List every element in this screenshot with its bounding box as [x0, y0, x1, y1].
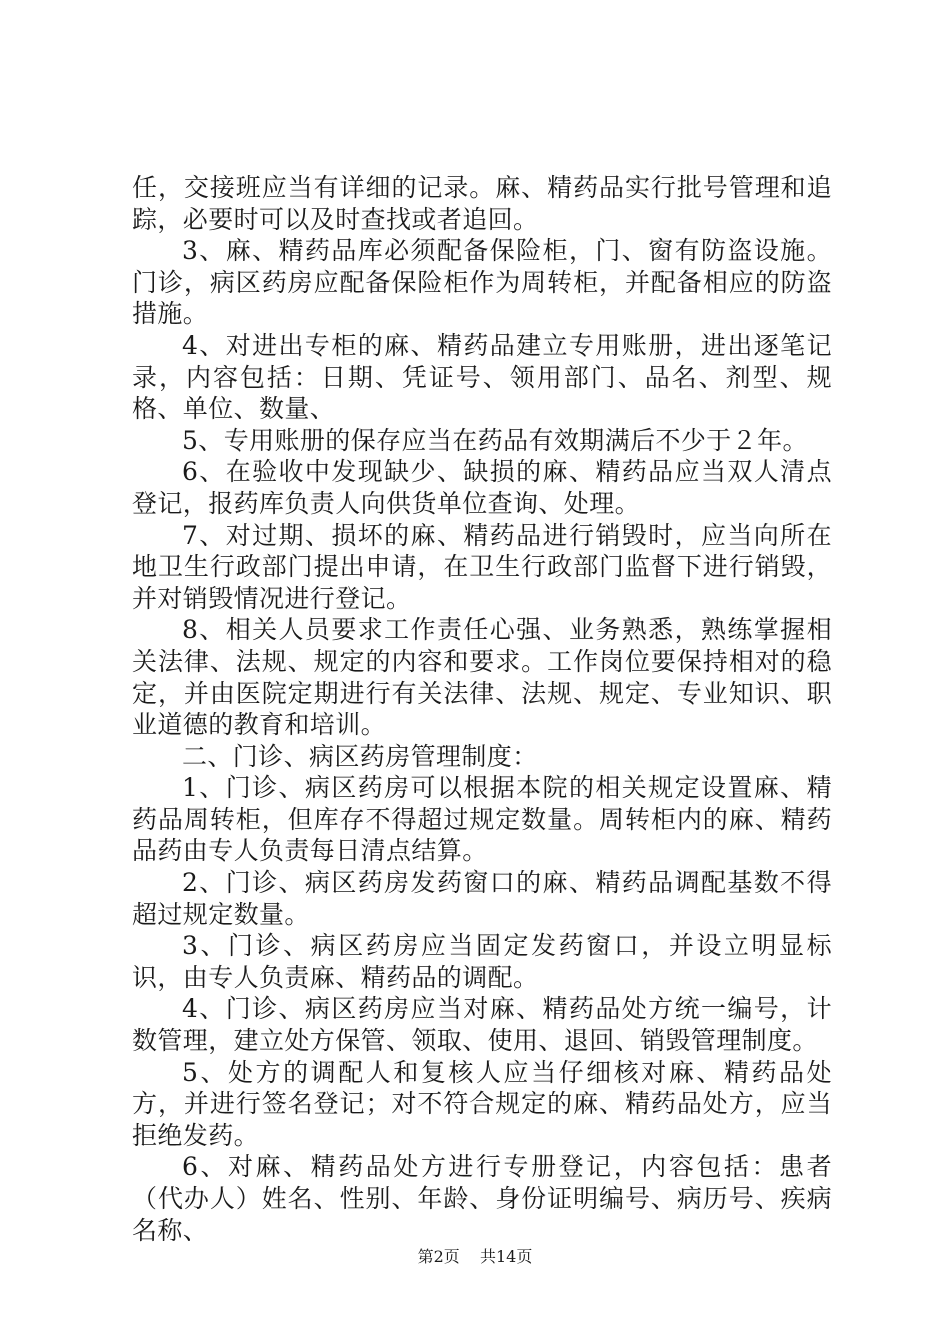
- page-number: 第2页: [417, 1247, 460, 1266]
- paragraph: 6、对麻、精药品处方进行专册登记，内容包括：患者（代办人）姓名、性别、年龄、身份证明编号、病历号、疾病名称、: [132, 1152, 832, 1245]
- document-body: [132, 172, 832, 1246]
- page-total: 共14页: [480, 1247, 533, 1266]
- paragraph: 5、专用账册的保存应当在药品有效期满后不少于２年。: [182, 425, 808, 455]
- paragraph: 2、门诊、病区药房发药窗口的麻、精药品调配基数不得超过规定数量。: [132, 868, 832, 929]
- paragraph: 4、门诊、病区药房应当对麻、精药品处方统一编号，计数管理，建立处方保管、领取、使用、退回、销毁管理制度。: [132, 994, 832, 1056]
- paragraph: 3、门诊、病区药房应当固定发药窗口，并设立明显标识，由专人负责麻、精药品的调配。: [132, 931, 832, 992]
- paragraph: 4、对进出专柜的麻、精药品建立专用账册，进出逐笔记录，内容包括：日期、凭证号、领用部门、品名、剂型、规格、单位、数量、: [132, 330, 832, 424]
- paragraph: 任，交接班应当有详细的记录。麻、精药品实行批号管理和追踪，必要时可以及时查找或者追回。: [132, 173, 832, 234]
- paragraph: 1、门诊、病区药房可以根据本院的相关规定设置麻、精药品周转柜，但库存不得超过规定数量。周转柜内的麻、精药品药由专人负责每日清点结算。: [132, 773, 832, 866]
- page-footer: [0, 1244, 950, 1267]
- paragraph: 7、对过期、损坏的麻、精药品进行销毁时，应当向所在地卫生行政部门提出申请，在卫生行政部门监督下进行销毁，并对销毁情况进行登记。: [132, 520, 832, 613]
- paragraph: 6、在验收中发现缺少、缺损的麻、精药品应当双人清点登记，报药库负责人向供货单位查询、处理。: [132, 457, 832, 518]
- paragraph: 5、处方的调配人和复核人应当仔细核对麻、精药品处方，并进行签名登记；对不符合规定的麻、精药品处方，应当拒绝发药。: [132, 1057, 832, 1150]
- section-heading: 二、门诊、病区药房管理制度：: [182, 741, 538, 771]
- paragraph: 8、相关人员要求工作责任心强、业务熟悉，熟练掌握相关法律、法规、规定的内容和要求。工作岗位要保持相对的稳定，并由医院定期进行有关法律、法规、规定、专业知识、职业道德的教育和培训。: [132, 615, 832, 740]
- paragraph: 3、麻、精药品库必须配备保险柜，门、窗有防盗设施。门诊，病区药房应配备保险柜作为周转柜，并配备相应的防盗措施。: [132, 236, 832, 329]
